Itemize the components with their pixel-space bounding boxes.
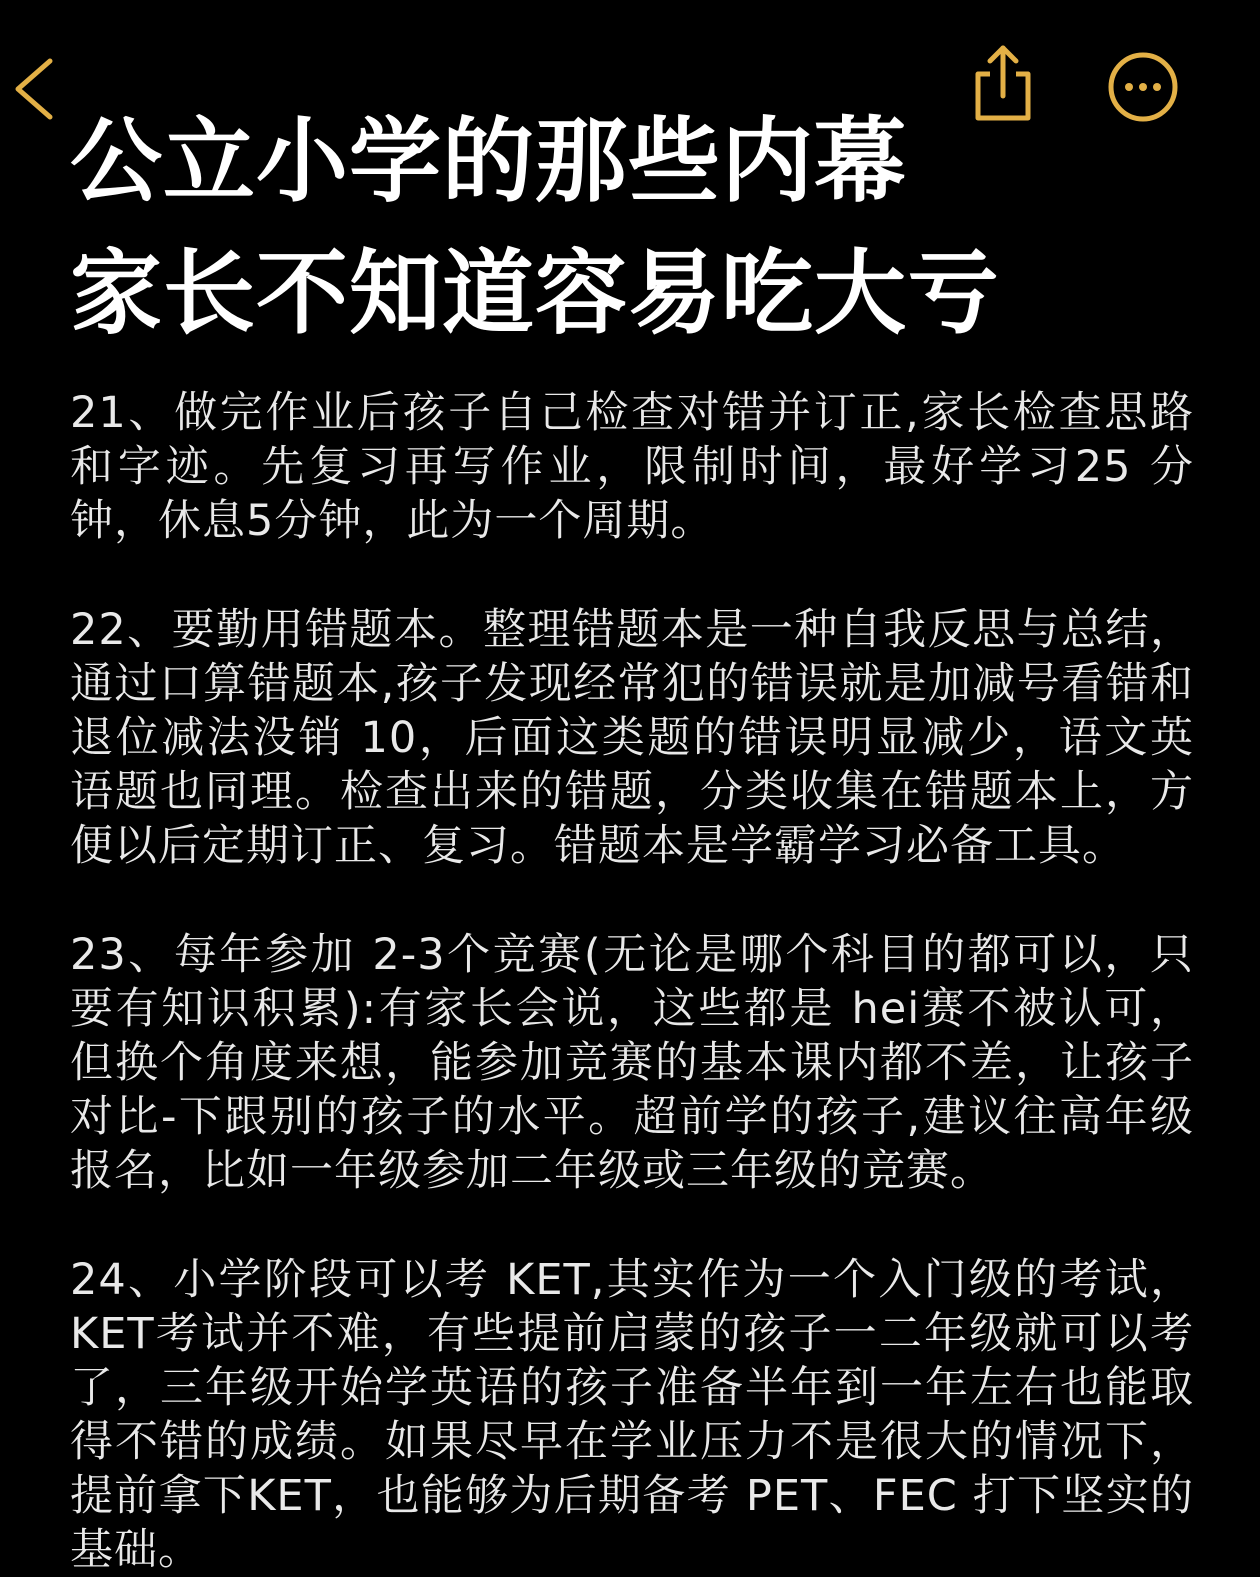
title-line-2: 家长不知道容易吃大亏 [70, 240, 1001, 347]
title-line-1: 公立小学的那些内幕 [70, 108, 908, 215]
paragraph-21: 21、做完作业后孩子自己检查对错并订正,家长检查思路和字迹。先复习再写作业，限制时间，最好学习25 分钟，休息5分钟，此为一个周期。 [70, 388, 1194, 546]
chevron-left-icon [10, 55, 60, 125]
paragraph-22: 22、要勤用错题本。整理错题本是一种自我反思与总结，通过口算错题本,孩子发现经常犯的错误就是加减号看错和退位减法没销 10，后面这类题的错误明显减少，语文英语题也同理。检查出来的错题，分类收集在错题本上，方便以后定期订正、复习。错题本是学霸学习必备工具。 [70, 605, 1194, 871]
article-body [70, 386, 1194, 1575]
paragraph-23: 23、每年参加 2-3个竞赛(无论是哪个科目的都可以，只要有知识积累):有家长会说，这些都是 hei赛不被认可，但换个角度来想，能参加竞赛的基本课内都不差，让孩子对比-下跟别的孩子的水平。超前学的孩子,建议往高年级报名，比如一年级参加二年级或三年级的竞赛。 [70, 930, 1194, 1196]
article-title [70, 96, 1190, 360]
paragraph-24: 24、小学阶段可以考 KET,其实作为一个入门级的考试，KET考试并不难，有些提前启蒙的孩子一二年级就可以考了，三年级开始学英语的孩子准备半年到一年左右也能取得不错的成绩。如果尽早在学业压力不是很大的情况下，提前拿下KET，也能够为后期备考 PET、FEC 打下坚实的基础。 [70, 1255, 1194, 1575]
back-button[interactable] [10, 55, 60, 125]
